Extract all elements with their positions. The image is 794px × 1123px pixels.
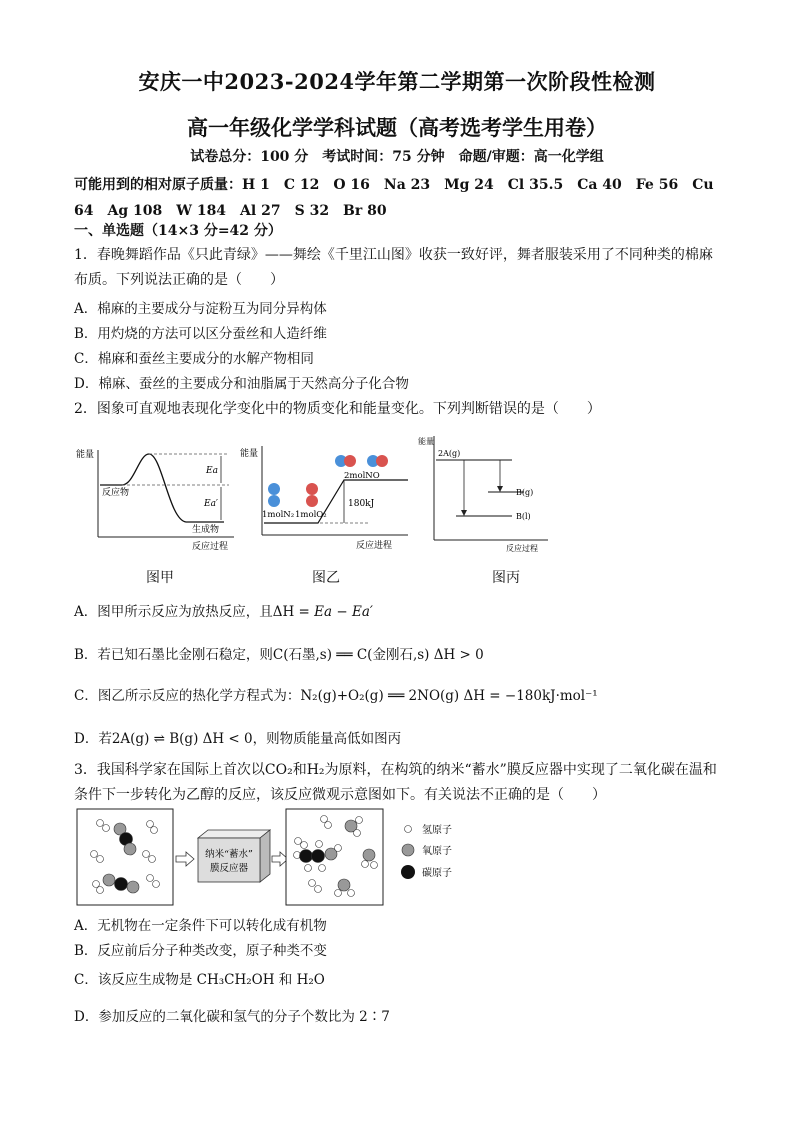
reactants-box (77, 809, 173, 905)
caption-bing: 图丙 (492, 570, 520, 586)
yi-o2-label: 1molO₂ (295, 510, 327, 520)
yi-xlabel: 反应进程 (356, 541, 393, 551)
jia-xlabel: 反应过程 (192, 542, 229, 552)
arrow-1 (176, 852, 194, 866)
q2-option-a: A．图甲所示反应为放热反应，且ΔH = Ea − Ea′ (74, 604, 373, 620)
yi-o2-atom-2 (306, 495, 318, 507)
yi-no-molecule-1 (344, 455, 356, 467)
bing-a-label: 2A(g) (438, 449, 461, 458)
yi-no-molecule-2 (376, 455, 388, 467)
exam-subtitle: 高一年级化学学科试题（高考选考学生用卷） (187, 115, 607, 140)
bing-bl-label: B(l) (516, 512, 531, 521)
yi-n2-label: 1molN₂ (262, 510, 295, 520)
yi-no-label: 2molNO (344, 471, 380, 481)
section-title: 一、单选题（14×3 分=42 分） (74, 223, 282, 239)
nano-reactor (198, 838, 260, 882)
q1-option-d: D．棉麻、蚕丝的主要成分和油脂属于天然高分子化合物 (74, 376, 409, 392)
q2-option-c: C．图乙所示反应的热化学方程式为：N₂(g)+O₂(g) ══ 2NO(g) ΔH = −180kJ·mol⁻¹ (74, 688, 598, 704)
yi-o2-atom-1 (306, 483, 318, 495)
exam-title: 安庆一中2023-2024学年第二学期第一次阶段性检测 (138, 69, 656, 94)
figure-bing-energy-diagram (412, 430, 552, 555)
figure-yi-energy-diagram (240, 432, 415, 555)
jia-ea2-label: Ea′ (204, 499, 218, 509)
q3-option-a: A．无机物在一定条件下可以转化成有机物 (74, 918, 327, 934)
yi-n2-atom-2 (268, 495, 280, 507)
q3-option-b: B．反应前后分子种类改变，原子种类不变 (74, 943, 327, 959)
q2-option-d: D．若2A(g) ⇌ B(g) ΔH < 0，则物质能量高低如图丙 (74, 731, 402, 747)
question-2-stem: 2．图象可直观地表现化学变化中的物质变化和能量变化。下列判断错误的是（ ） (74, 401, 601, 417)
reactor-label-1: 纳米“蓄水” (205, 849, 253, 860)
caption-yi: 图乙 (312, 570, 340, 586)
exam-meta: 试卷总分：100 分 考试时间：75 分钟 命题/审题：高一化学组 (190, 149, 604, 165)
legend-oxygen-swatch (402, 844, 414, 856)
yi-n2-atom-1 (268, 483, 280, 495)
yi-ylabel: 能量 (240, 449, 259, 459)
q2-option-b: B．若已知石墨比金刚石稳定，则C(石墨,s) ══ C(金刚石,s) ΔH > 0 (74, 647, 484, 663)
q3-option-d: D．参加反应的二氧化碳和氢气的分子个数比为 2∶7 (74, 1009, 390, 1025)
legend-hydrogen-swatch (405, 826, 412, 833)
legend-carbon-swatch (401, 865, 415, 879)
caption-jia: 图甲 (146, 570, 174, 586)
figure-co2-to-ethanol (76, 808, 496, 908)
question-1-stem: 1．春晚舞蹈作品《只此青绿》——舞绘《千里江山图》收获一致好评，舞者服装采用了不同种类的棉麻布质。下列说法正确的是（ ） (74, 247, 713, 288)
yi-energy-label: 180kJ (348, 499, 375, 509)
bing-ylabel: 能量 (418, 437, 434, 446)
bing-bg-label: B(g) (516, 488, 534, 497)
legend-oxygen: 氧原子 (422, 846, 452, 857)
jia-ea-label: Ea (206, 466, 218, 476)
atomic-masses: 可能用到的相对原子质量：H 1 C 12 O 16 Na 23 Mg 24 Cl 35.5 Ca 40 Fe 56 Cu 64 Ag 108 W 184 Al 27 S 32 Br 80 (74, 177, 714, 219)
bing-xlabel: 反应过程 (506, 544, 538, 553)
jia-ylabel: 能量 (76, 450, 95, 460)
reactor-label-2: 膜反应器 (209, 863, 249, 874)
legend-hydrogen: 氢原子 (422, 825, 452, 836)
figure-jia-energy-diagram (74, 440, 244, 555)
q3-option-c: C．该反应生成物是 CH₃CH₂OH 和 H₂O (74, 972, 325, 988)
q1-option-c: C．棉麻和蚕丝主要成分的水解产物相同 (74, 351, 314, 367)
q1-option-b: B．用灼烧的方法可以区分蚕丝和人造纤维 (74, 326, 327, 342)
legend-carbon: 碳原子 (422, 868, 452, 879)
question-3-stem: 3．我国科学家在国际上首次以CO₂和H₂为原料，在构筑的纳米“蓄水”膜反应器中实现了二氧化碳在温和条件下一步转化为乙醇的反应，该反应微观示意图如下。有关说法不正确的是（ ） (74, 762, 717, 803)
jia-product-label: 生成物 (192, 525, 220, 535)
jia-reactant-label: 反应物 (102, 488, 130, 498)
q1-option-a: A．棉麻的主要成分与淀粉互为同分异构体 (74, 301, 327, 317)
